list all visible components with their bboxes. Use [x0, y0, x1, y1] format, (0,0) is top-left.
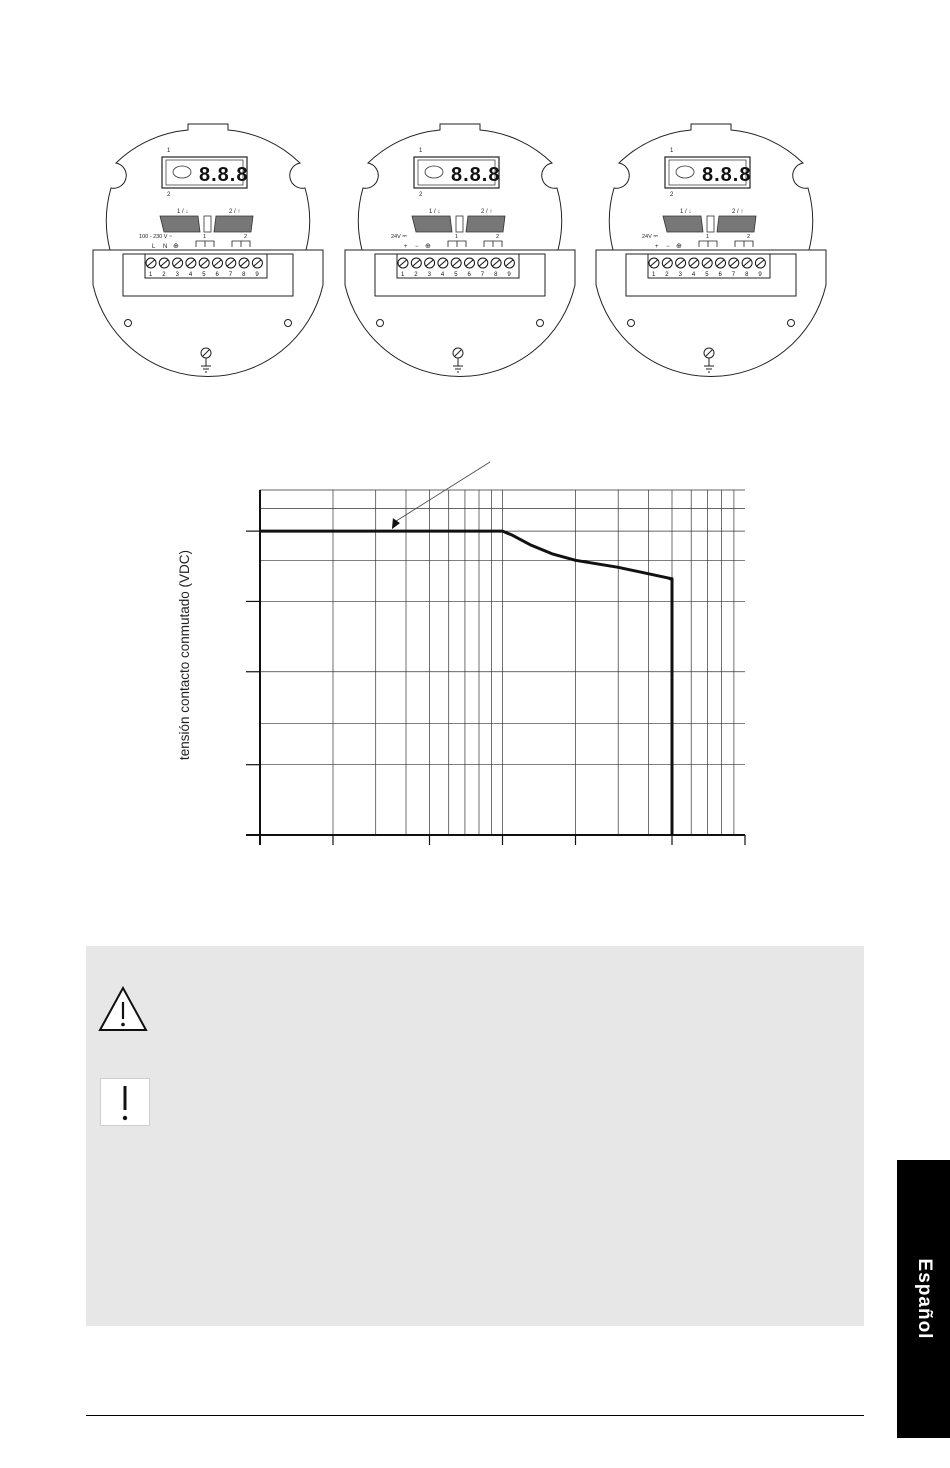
relay-label-2: 2: [747, 234, 751, 240]
terminal-number: 2: [665, 272, 669, 278]
terminal-number: 6: [467, 272, 471, 278]
supply-label: 24V ⎓: [391, 234, 407, 240]
lcd-marker-2: 2: [419, 192, 423, 198]
mounting-hole-right: [788, 320, 795, 327]
earth-label: ⊕: [173, 243, 179, 250]
terminal-number: 1: [652, 272, 656, 278]
button-left: [160, 216, 200, 232]
terminal-number: 8: [494, 272, 498, 278]
terminal-number: 3: [427, 272, 431, 278]
terminal-number: 5: [454, 272, 458, 278]
button-right: [214, 216, 253, 232]
attention-exclamation-icon: [100, 1078, 150, 1126]
mounting-hole-left: [628, 320, 635, 327]
terminal-label-1: +: [655, 244, 659, 250]
lcd-digits: 8.8.8: [199, 164, 249, 186]
terminal-number: 7: [228, 272, 233, 278]
relay-contact-1: [699, 241, 717, 247]
device-diagram: [93, 124, 323, 377]
mounting-hole-left: [125, 320, 132, 327]
terminal-number: 7: [731, 272, 736, 278]
button-left-label: 1 / ↓: [177, 209, 189, 215]
wiring-diagrams: [0, 0, 950, 420]
terminal-label-2: −: [415, 244, 419, 250]
button-left: [412, 216, 452, 232]
relay-contact-2: [484, 241, 502, 247]
relay-label-2: 2: [496, 234, 500, 240]
terminal-number: 7: [480, 272, 485, 278]
ground-symbol-icon: [453, 358, 463, 372]
mounting-hole-right: [285, 320, 292, 327]
device-diagram: [596, 124, 826, 377]
relay-label-1: 1: [706, 234, 710, 240]
terminal-number: 9: [758, 272, 762, 278]
lcd-marker-1: 1: [419, 148, 423, 154]
button-left-label: 1 / ↓: [429, 209, 441, 215]
earth-label: ⊕: [425, 243, 431, 250]
lcd-marker-2: 2: [670, 192, 674, 198]
notice-box: [86, 946, 864, 1326]
switching-chart: [0, 440, 950, 860]
button-right-label: 2 / ↑: [481, 209, 493, 215]
terminal-label-2: −: [666, 244, 670, 250]
mounting-hole-right: [537, 320, 544, 327]
lcd-marker-2: 2: [167, 192, 171, 198]
warning-triangle-icon: [97, 985, 149, 1033]
button-right: [466, 216, 505, 232]
button-left-label: 1 / ↓: [680, 209, 692, 215]
terminal-number: 2: [162, 272, 166, 278]
language-tab-label: Español: [913, 1258, 935, 1340]
terminal-number: 4: [188, 272, 193, 278]
terminal-number: 6: [215, 272, 219, 278]
lcd-digits: 8.8.8: [451, 164, 501, 186]
button-separator: [204, 216, 211, 232]
terminal-number: 1: [149, 272, 153, 278]
button-right: [717, 216, 756, 232]
supply-label: 100 - 230 V ~: [139, 234, 173, 240]
terminal-number: 8: [745, 272, 749, 278]
terminal-label-2: N: [163, 244, 168, 250]
lcd-digits: 8.8.8: [702, 164, 752, 186]
button-left: [663, 216, 703, 232]
lcd-marker-1: 1: [670, 148, 674, 154]
callout-line: [396, 462, 490, 521]
footer-rule: [86, 1415, 864, 1416]
chart-y-axis-label: tensión contacto conmutado (VDC): [177, 549, 192, 761]
terminal-number: 5: [705, 272, 709, 278]
terminal-number: 4: [691, 272, 696, 278]
relay-label-1: 1: [455, 234, 459, 240]
terminal-number: 6: [718, 272, 722, 278]
series-line: [260, 531, 672, 835]
mounting-hole-left: [377, 320, 384, 327]
relay-contact-2: [232, 241, 250, 247]
terminal-label-1: +: [404, 244, 408, 250]
button-separator: [707, 216, 714, 232]
terminal-number: 8: [242, 272, 246, 278]
button-right-label: 2 / ↑: [229, 209, 241, 215]
terminal-number: 3: [678, 272, 682, 278]
terminal-number: 3: [175, 272, 179, 278]
relay-label-2: 2: [244, 234, 248, 240]
ground-symbol-icon: [201, 358, 211, 372]
terminal-number: 9: [255, 272, 259, 278]
terminal-number: 4: [440, 272, 445, 278]
earth-label: ⊕: [676, 243, 682, 250]
device-diagram: [345, 124, 575, 377]
ground-symbol-icon: [704, 358, 714, 372]
supply-label: 24V ⎓: [642, 234, 658, 240]
terminal-number: 2: [414, 272, 418, 278]
terminal-number: 9: [507, 272, 511, 278]
button-separator: [456, 216, 463, 232]
relay-contact-2: [735, 241, 753, 247]
terminal-number: 1: [401, 272, 405, 278]
terminal-label-1: L: [152, 244, 156, 250]
relay-label-1: 1: [203, 234, 207, 240]
terminal-number: 5: [202, 272, 206, 278]
relay-contact-1: [196, 241, 214, 247]
language-tab: [897, 1160, 950, 1438]
lcd-marker-1: 1: [167, 148, 171, 154]
button-right-label: 2 / ↑: [732, 209, 744, 215]
relay-contact-1: [448, 241, 466, 247]
